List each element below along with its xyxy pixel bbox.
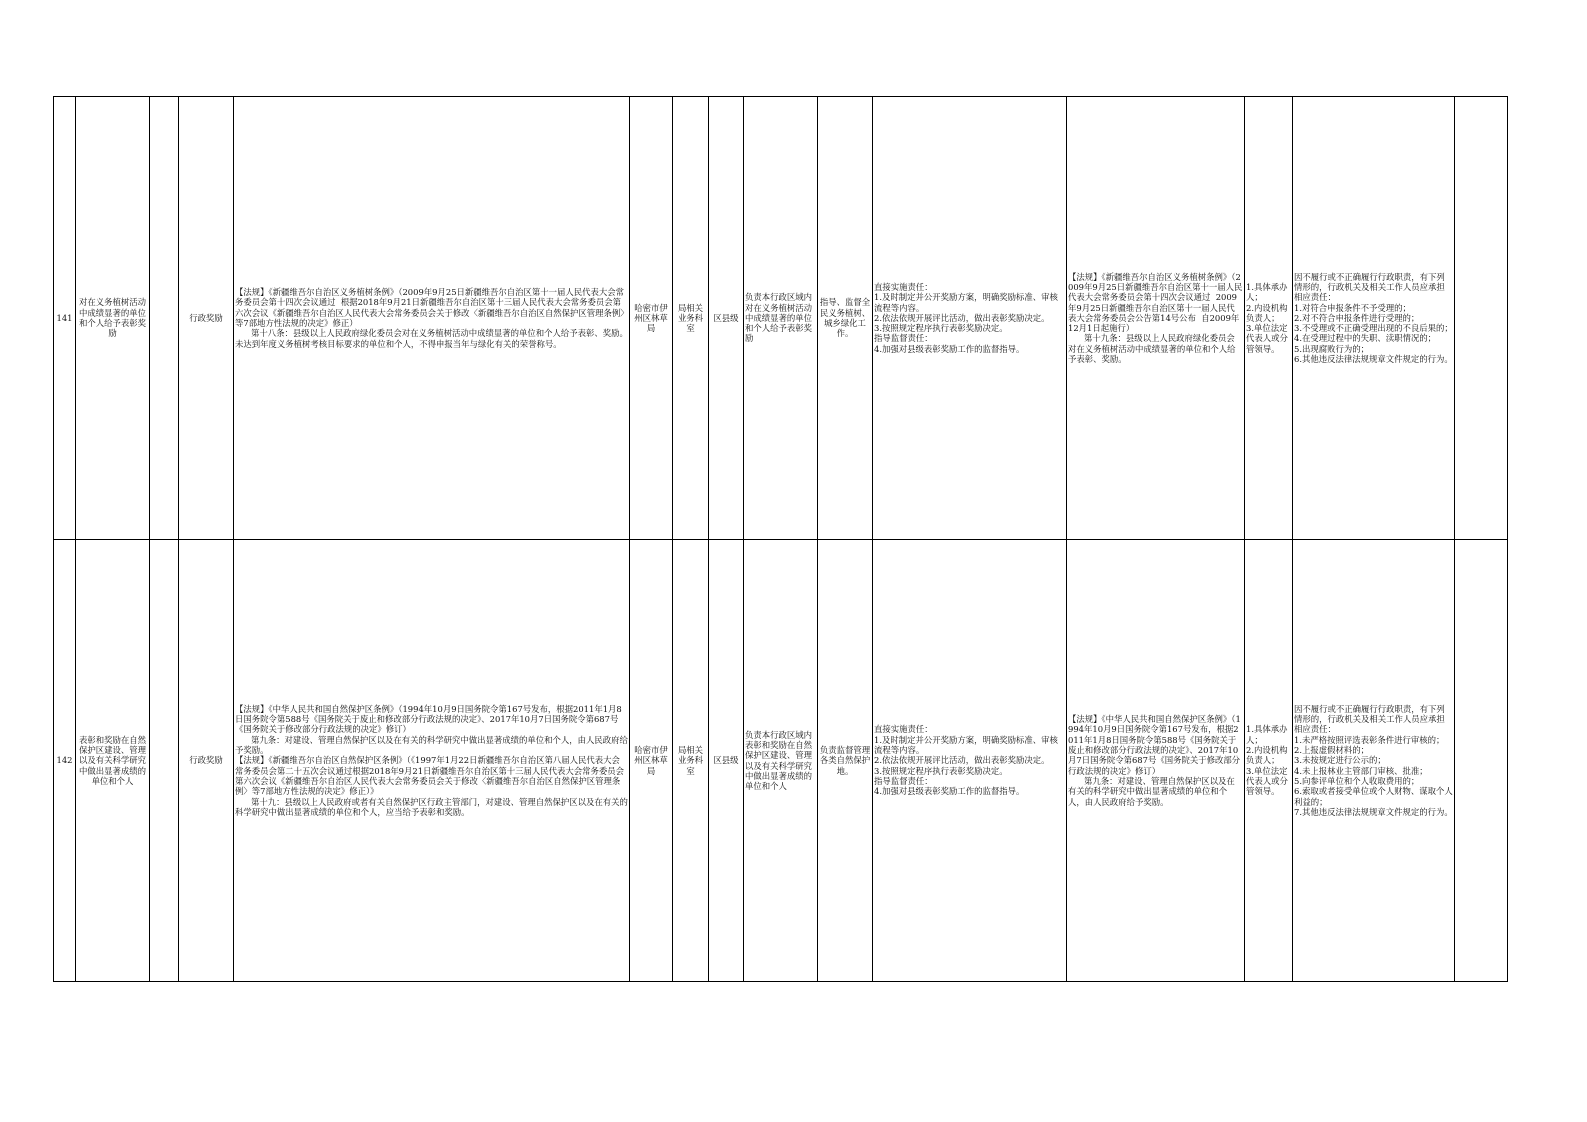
exercise-level: 区县级 [709, 97, 744, 540]
supervision-scope: 指导、监督全民义务植树、城乡绿化工作。 [818, 97, 873, 540]
accountable-subject: 1.具体承办人； 2.内设机构负责人； 3.单位法定代表人或分管领导。 [1245, 97, 1293, 540]
sub-item [150, 540, 179, 982]
exercise-level: 区县级 [709, 540, 744, 982]
accountable-subject: 1.具体承办人； 2.内设机构负责人； 3.单位法定代表人或分管领导。 [1245, 540, 1293, 982]
legal-basis: 【法规】《中华人民共和国自然保护区条例》（1994年10月9日国务院令第167号发布，根据2011年1月8日国务院令第588号《国务院关于废止和修改部分行政法规的决定》、2017年10月7日国务院令第687号《国务院关于修改部分行政法规的决定》修订） 第九条：对建设、管理自然保护区以及在有关的科学研究中做出显著成绩的单位和个人，由人民政府给予奖励。 【法规】《新疆维吾尔自治区自然保护区条例》（《1997年1月22日新疆维吾尔自治区第八届人民代表大会常务委员会第二十五次会议通过根据2018年9月21日新疆维吾尔自治区第十三届人民代表大会常务委员会第六次会议《新疆维吾尔自治区人民代表大会常务委员会关于修改〈新疆维吾尔自治区自然保护区管理条例〉等7部地方性法规的决定》修正）》 第十九：县级以上人民政府或者有关自然保护区行政主管部门，对建设、管理自然保护区以及在有关的科学研究中做出显著成绩的单位和个人，应当给予表彰和奖励。 [234, 540, 630, 982]
table-row [54, 97, 1508, 540]
accountability-situations: 因不履行或不正确履行行政职责，有下列情形的，行政机关及相关工作人员应承担相应责任： 1.未严格按照评选表彰条件进行审核的； 2.上报虚假材料的； 3.未按规定进行公示的； 4.未上报林业主管部门审核、批准； 5.向参评单位和个人收取费用的； 6.索取或者接受单位或个人财物、谋取个人利益的； 7.其他违反法律法规规章文件规定的行为。 [1293, 540, 1455, 982]
item-name: 对在义务植树活动中成绩显著的单位和个人给予表彰奖励 [76, 97, 150, 540]
duty-basis: 【法规】《中华人民共和国自然保护区条例》（1994年10月9日国务院令第167号发布，根据2011年1月8日国务院令第588号《国务院关于废止和修改部分行政法规的决定》、2017年10月7日国务院令第687号《国务院关于修改部分行政法规的决定》修订） 第九条：对建设、管理自然保护区以及在有关的科学研究中做出显著成绩的单位和个人，由人民政府给予奖励。 [1067, 540, 1245, 982]
implementing-body: 哈密市伊州区林草局 [630, 97, 673, 540]
accountability-situations: 因不履行或不正确履行行政职责，有下列情形的，行政机关及相关工作人员应承担相应责任： 1.对符合申报条件不予受理的； 2.对不符合申报条件进行受理的； 3.不受理或不正确受理出现的不良后果的； 4.在受理过程中的失职、渎职情况的； 5.出现腐败行为的； 6.其他违反法律法规规章文件规定的行为。 [1293, 97, 1455, 540]
item-name: 表彰和奖励在自然保护区建设、管理以及有关科学研究中做出显著成绩的单位和个人 [76, 540, 150, 982]
supervision-scope: 负责监督管理各类自然保护地。 [818, 540, 873, 982]
power-category: 行政奖励 [179, 97, 234, 540]
legal-basis: 【法规】《新疆维吾尔自治区义务植树条例》（2009年9月25日新疆维吾尔自治区第十一届人民代表大会常务委员会第十四次会议通过 根据2018年9月21日新疆维吾尔自治区第十三届人民代表大会常务委员会第六次会议《新疆维吾尔自治区人民代表大会常务委员会关于修改〈新疆维吾尔自治区自然保护区管理条例〉等7部地方性法规的决定》修正） 第十八条：县级以上人民政府绿化委员会对在义务植树活动中成绩显著的单位和个人给予表彰、奖励。未达到年度义务植树考核目标要求的单位和个人，不得申报当年与绿化有关的荣誉称号。 [234, 97, 630, 540]
responsible-office: 局相关业务科室 [673, 97, 709, 540]
responsibility-items: 直接实施责任： 1.及时制定并公开奖励方案，明确奖励标准、审核流程等内容。 2.依法依规开展评比活动，做出表彰奖励决定。 3.按照规定程序执行表彰奖励决定。 指导监督责任： 4.加强对县级表彰奖励工作的监督指导。 [873, 97, 1067, 540]
duty-basis: 【法规】《新疆维吾尔自治区义务植树条例》（2009年9月25日新疆维吾尔自治区第十一届人民代表大会常务委员会第十四次会议通过 2009年9月25日新疆维吾尔自治区第十一届人民代表大会常务委员会公告第14号公布 自2009年12月1日起施行） 第十九条：县级以上人民政府绿化委员会对在义务植树活动中成绩显著的单位和个人给予表彰、奖励。 [1067, 97, 1245, 540]
remark [1455, 97, 1508, 540]
implementing-body: 哈密市伊州区林草局 [630, 540, 673, 982]
row-number: 141 [54, 97, 76, 540]
power-content: 负责本行政区域内对在义务植树活动中成绩显著的单位和个人给予表彰奖励 [744, 97, 818, 540]
power-category: 行政奖励 [179, 540, 234, 982]
sub-item [150, 97, 179, 540]
row-number: 142 [54, 540, 76, 982]
table-row [54, 540, 1508, 982]
remark [1455, 540, 1508, 982]
responsible-office: 局相关业务科室 [673, 540, 709, 982]
power-content: 负责本行政区域内表彰和奖励在自然保护区建设、管理以及有关科学研究中做出显著成绩的单位和个人 [744, 540, 818, 982]
power-list-table [53, 96, 1508, 982]
responsibility-items: 直接实施责任： 1.及时制定并公开奖励方案，明确奖励标准、审核流程等内容。 2.依法依规开展评比活动，做出表彰奖励决定。 3.按照规定程序执行表彰奖励决定。 指导监督责任： 4.加强对县级表彰奖励工作的监督指导。 [873, 540, 1067, 982]
